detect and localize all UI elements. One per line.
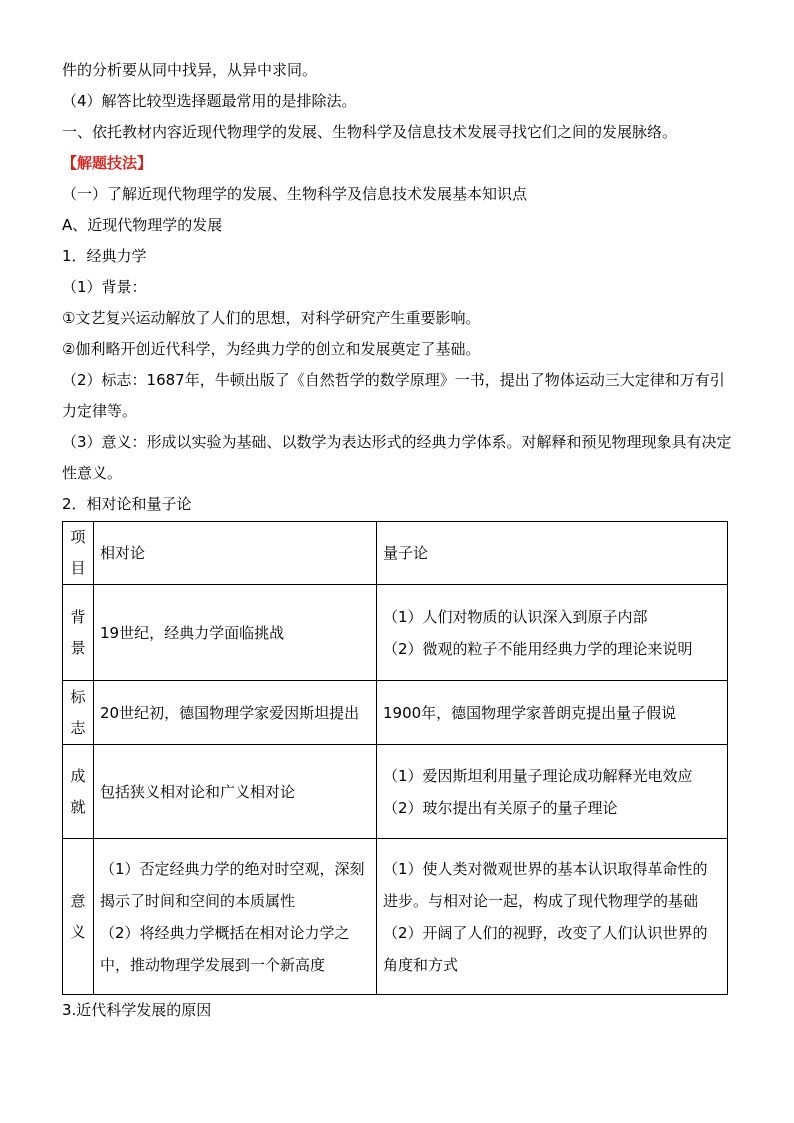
heading-classical-mechanics: 1．经典力学 (62, 247, 147, 265)
section-heading-one: 一、依托教材内容近现代物理学的发展、生物科学及信息技术发展寻找它们之间的发展脉络。 (62, 123, 678, 141)
table-row (63, 745, 728, 839)
paragraph-line-2: （4）解答比较型选择题最常用的是排除法。 (62, 92, 357, 110)
cell-text: （2）微观的粒子不能用经典力学的理论来说明 (383, 639, 693, 658)
table-row (63, 839, 728, 995)
heading-relativity-quantum: 2．相对论和量子论 (62, 495, 192, 513)
heading-modern-science-reasons: 3.近代科学发展的原因 (62, 1001, 212, 1019)
tips-heading: 【解题技法】 (62, 154, 153, 172)
cell-text: （2）玻尔提出有关原子的量子理论 (383, 798, 618, 817)
header-cell-quantum: 量子论 (377, 522, 728, 585)
cell-text: 19世纪，经典力学面临挑战 (100, 623, 285, 642)
cell-text: （2）开阔了人们的视野，改变了人们认识世界的角度和方式 (383, 923, 708, 974)
cell-text: （1）人们对物质的认识深入到原子内部 (383, 607, 648, 626)
table-row (63, 585, 728, 681)
cell-quantum (377, 839, 728, 995)
cell-text: （1）否定经典力学的绝对时空观，深刻揭示了时间和空间的本质属性 (100, 859, 365, 910)
cell-text: （1）爱因斯坦利用量子理论成功解释光电效应 (383, 766, 693, 785)
background-item-1: ①文艺复兴运动解放了人们的思想，对科学研究产生重要影响。 (62, 309, 481, 327)
cell-quantum (377, 681, 728, 745)
header-cell-item: 项目 (63, 522, 94, 585)
comparison-table (62, 521, 728, 995)
cell-quantum (377, 585, 728, 681)
table-row (63, 681, 728, 745)
cell-relativity (94, 681, 377, 745)
cell-text: 20世纪初，德国物理学家爱因斯坦提出 (100, 703, 360, 722)
cell-relativity (94, 745, 377, 839)
cell-quantum (377, 745, 728, 839)
background-item-2: ②伽利略开创近代科学，为经典力学的创立和发展奠定了基础。 (62, 340, 481, 358)
cell-text: （1）使人类对微观世界的基本认识取得革命性的进步。与相对论一起，构成了现代物理学的基础 (383, 859, 708, 910)
table-header-row (63, 522, 728, 585)
symbol-paragraph: （2）标志：1687年，牛顿出版了《自然哲学的数学原理》一书，提出了物体运动三大定律和万有引力定律等。 (62, 371, 725, 420)
cell-relativity (94, 585, 377, 681)
cell-text: 1900年，德国物理学家普朗克提出量子假说 (383, 703, 677, 722)
header-cell-relativity: 相对论 (94, 522, 377, 585)
paragraph-line-1: 件的分析要从同中找异，从异中求同。 (62, 61, 318, 79)
document-page (62, 55, 732, 1026)
significance-paragraph: （3）意义：形成以实验为基础、以数学为表达形式的经典力学体系。对解释和预见物理现象具有决定性意义。 (62, 433, 732, 482)
cell-relativity (94, 839, 377, 995)
row-label-background: 背景 (63, 585, 94, 681)
cell-text: （2）将经典力学概括在相对论力学之中，推动物理学发展到一个新高度 (100, 923, 350, 974)
row-label-symbol: 标志 (63, 681, 94, 745)
background-label: （1）背景： (62, 278, 147, 296)
cell-text: 包括狭义相对论和广义相对论 (100, 782, 296, 801)
subsection-heading: （一）了解近现代物理学的发展、生物科学及信息技术发展基本知识点 (62, 185, 528, 203)
topic-heading-a: A、近现代物理学的发展 (62, 216, 223, 234)
row-label-achievement: 成就 (63, 745, 94, 839)
row-label-significance: 意义 (63, 839, 94, 995)
